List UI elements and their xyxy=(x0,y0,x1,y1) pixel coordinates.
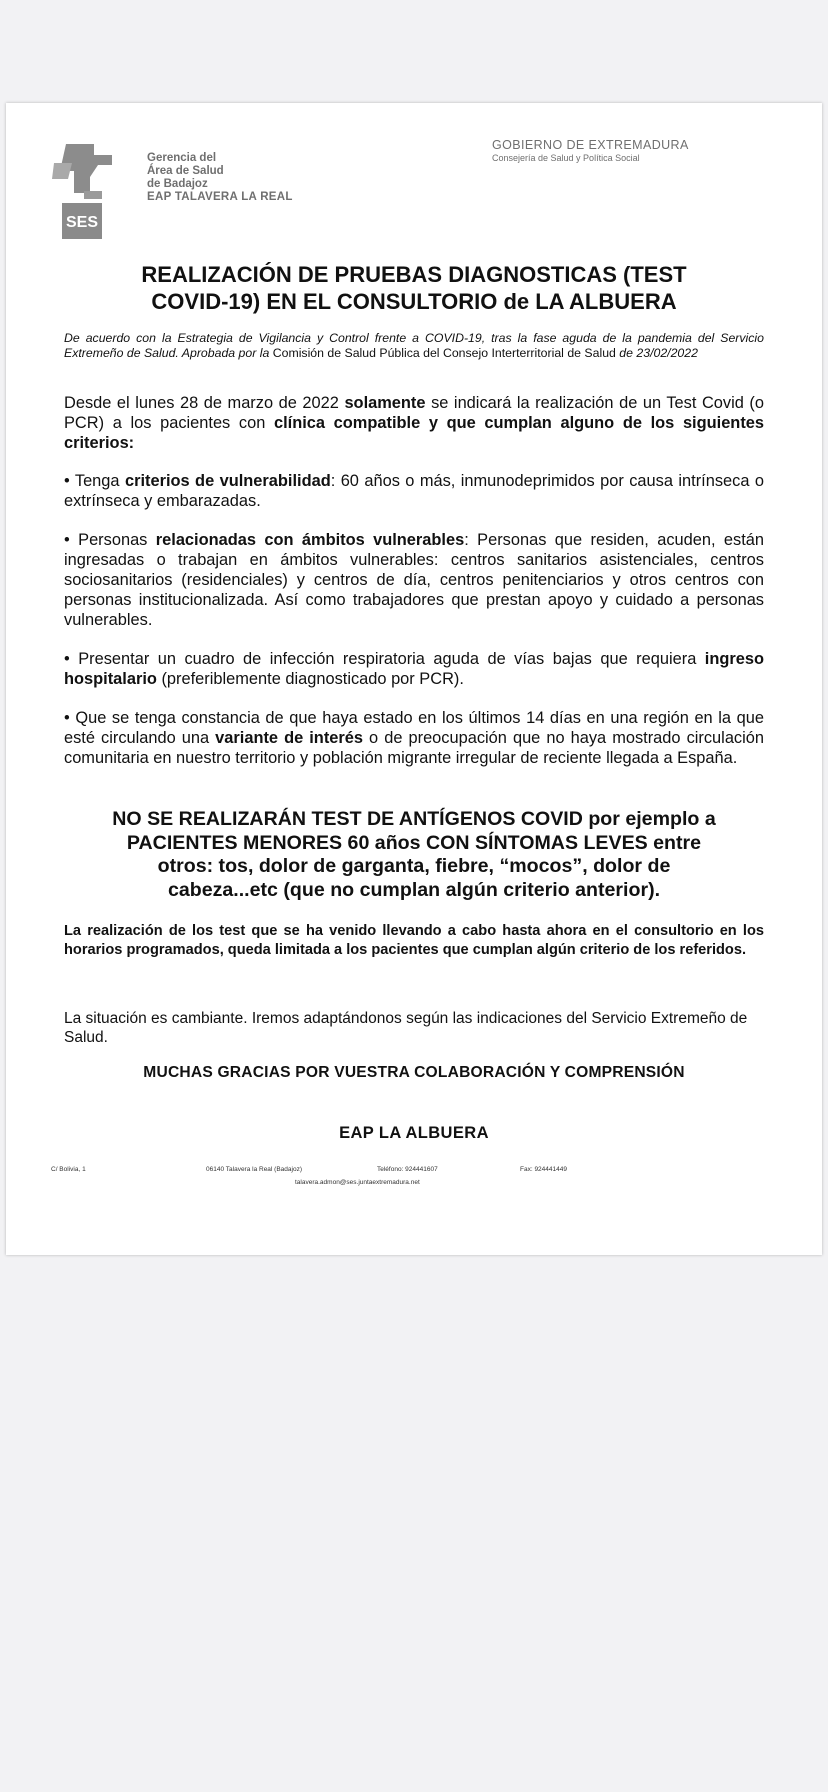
gobierno-label: GOBIERNO DE EXTREMADURA xyxy=(492,138,689,152)
gerencia-block xyxy=(147,152,293,204)
intro-commission: Comisión de Salud Pública del Consejo Interterritorial de Salud xyxy=(272,345,616,360)
warning-line: otros: tos, dolor de garganta, fiebre, “mocos”, dolor de xyxy=(157,855,671,877)
bullet-icon: • xyxy=(64,650,70,668)
bold-span: variante de interés xyxy=(215,729,364,747)
text-span: se indicará la realización de un Test Covid (o PCR) a los pacientes con xyxy=(64,394,764,432)
text-span: Presentar un cuadro de infección respiratoria aguda de vías bajas que requiera xyxy=(69,650,705,668)
footer-fax: Fax: 924441449 xyxy=(520,1166,567,1173)
intro-text: De acuerdo con la Estrategia de Vigilancia y Control frente a COVID-19, tras la fase aguda de la pandemia del Servicio Extremeño de Salud. Aprobada por la xyxy=(64,331,764,360)
criterion-vulnerability xyxy=(64,471,764,511)
bold-span: clínica compatible y que cumplan alguno de los siguientes criterios: xyxy=(64,414,765,452)
title-line: REALIZACIÓN DE PRUEBAS DIAGNOSTICAS (TEST xyxy=(141,262,687,287)
text-span: o de preocupación que no haya mostrado circulación comunitaria en nuestro territorio y población migrante irregular de reciente llegada a España. xyxy=(64,729,764,767)
document-page xyxy=(6,103,822,1255)
text-span: : Personas que residen, acuden, están ingresadas o trabajan en ámbitos vulnerables: centros sanitarios asistenciales, centros sociosanitarios (residenciales) y centros de día, centros penitenciarios y otros centros con personas institucionalizada. Así como trabajadores que prestan apoyo y cuidado a personas vulnerables. xyxy=(64,531,765,629)
bold-span: solamente xyxy=(344,394,426,412)
bullet-icon: • xyxy=(64,709,70,727)
document-title xyxy=(46,261,782,315)
gerencia-line: Gerencia del xyxy=(147,152,217,164)
criteria-paragraph xyxy=(64,393,764,453)
situation-paragraph: La situación es cambiante. Iremos adaptándonos según las indicaciones del Servicio Extremeño de Salud. xyxy=(64,1010,748,1046)
intro-paragraph xyxy=(64,331,764,360)
criterion-variant-region xyxy=(64,708,764,768)
warning-line: cabeza...etc (que no cumplan algún criterio anterior). xyxy=(167,878,661,901)
top-blank-area xyxy=(0,0,828,102)
intro-date: de 23/02/2022 xyxy=(615,345,698,360)
consejeria-label: Consejería de Salud y Política Social xyxy=(492,153,640,163)
warning-line: NO SE REALIZARÁN TEST DE ANTÍGENOS COVID por ejemplo a xyxy=(112,808,716,830)
text-span: Tenga xyxy=(69,472,125,490)
footer-phone: Teléfono: 924441607 xyxy=(377,1166,438,1173)
bullet-icon: • xyxy=(64,472,70,490)
signature: EAP LA ALBUERA xyxy=(339,1124,489,1142)
bold-span: ingreso hospitalario xyxy=(64,650,764,688)
text-span: Que se tenga constancia de que haya estado en los últimos 14 días en una región en la que esté circulando una xyxy=(64,709,764,747)
criterion-hospital-admission xyxy=(64,649,764,689)
limitation-paragraph: La realización de los test que se ha venido llevando a cabo hasta ahora en el consultorio en los horarios programados, queda limitada a los pacientes que cumplan algún criterio de los referidos. xyxy=(64,923,764,958)
warning-line: PACIENTES MENORES 60 años CON SÍNTOMAS LEVES entre xyxy=(126,831,702,854)
thanks-line: MUCHAS GRACIAS POR VUESTRA COLABORACIÓN Y COMPRENSIÓN xyxy=(143,1064,685,1081)
footer-address: C/ Bolivia, 1 xyxy=(51,1166,86,1173)
bold-span: criterios de vulnerabilidad xyxy=(124,472,331,490)
title-line: COVID-19) EN EL CONSULTORIO de LA ALBUERA xyxy=(151,289,677,314)
footer-city: 06140 Talavera la Real (Badajoz) xyxy=(206,1166,302,1173)
government-heading xyxy=(492,138,689,163)
text-span: Desde el lunes 28 de marzo de 2022 xyxy=(64,394,345,412)
no-antigen-test-warning xyxy=(46,808,782,902)
svg-text:SES: SES xyxy=(65,214,99,231)
ses-logo-icon xyxy=(44,141,128,241)
text-span: : 60 años o más, inmunodeprimidos por causa intrínseca o extrínseca y embarazadas. xyxy=(64,472,764,510)
bold-span: relacionadas con ámbitos vulnerables xyxy=(155,531,465,549)
text-span: Personas xyxy=(69,531,156,549)
bullet-icon: • xyxy=(64,531,70,549)
footer-email: talavera.admon@ses.juntaextremadura.net xyxy=(295,1179,420,1186)
criterion-vulnerable-settings xyxy=(64,530,764,630)
gerencia-line: de Badajoz xyxy=(147,178,208,190)
eap-name: EAP TALAVERA LA REAL xyxy=(147,191,293,203)
text-span: (preferiblemente diagnosticado por PCR). xyxy=(156,670,464,688)
gerencia-line: Área de Salud xyxy=(147,165,224,177)
